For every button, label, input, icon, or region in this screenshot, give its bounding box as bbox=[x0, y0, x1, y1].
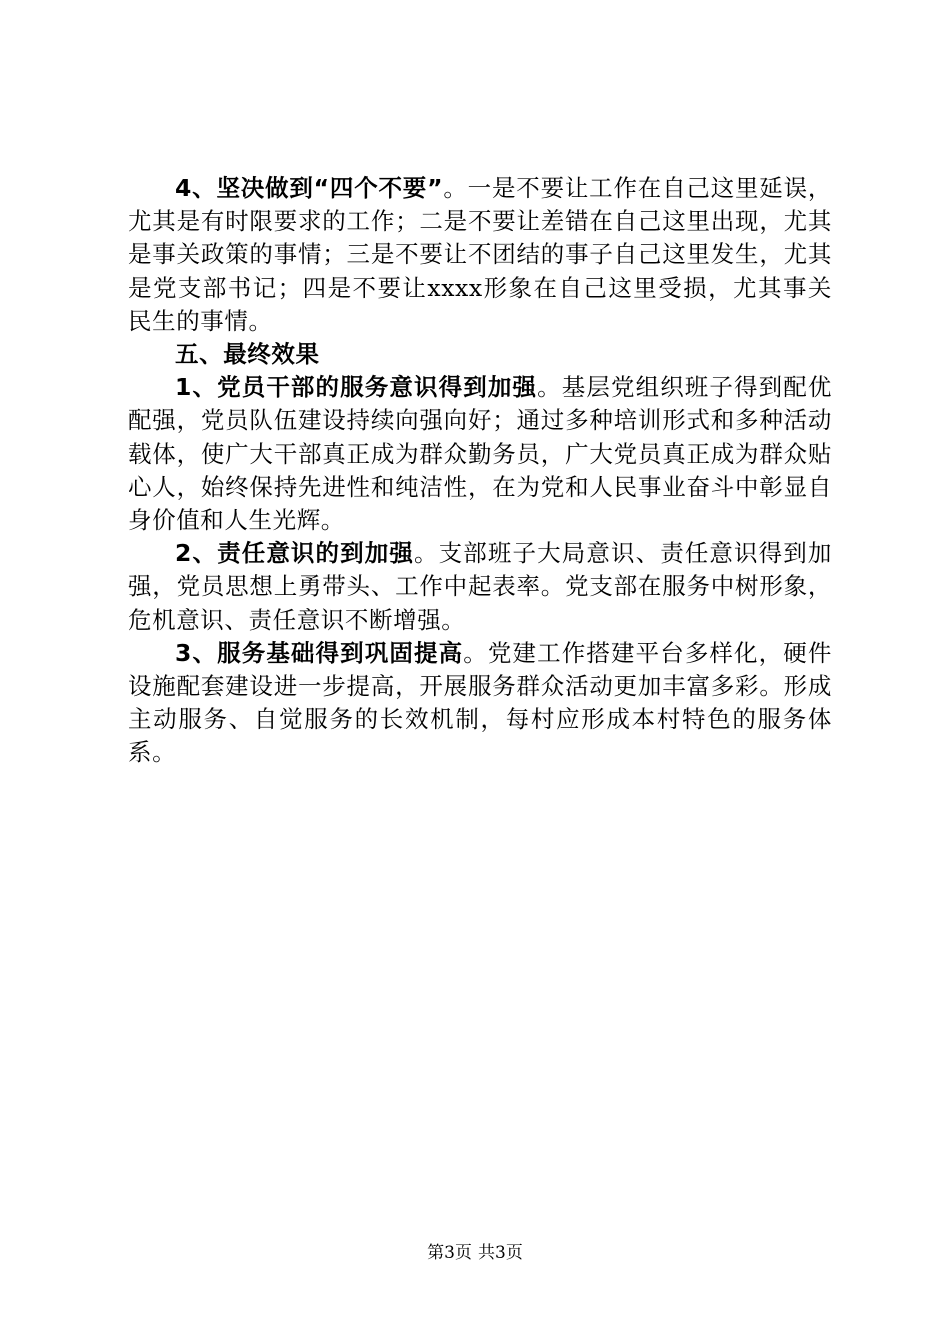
paragraph-lead: 2、责任意识的到加强 bbox=[175, 539, 415, 568]
paragraph-lead: 3、服务基础得到巩固提高 bbox=[175, 638, 464, 667]
paragraph-text: 。一是不要让工作在自己这里延误，尤其是有时限要求的工作；二是不要让差错在自己这里出现，尤其是事关政策的事情；三是不要让不团结的事子自己这里发生，尤其是党支部书记；四是不要让xxxx形象在自己这里受损，尤其事关民生的事情。 bbox=[128, 174, 832, 335]
paragraph-lead: 4、坚决做到“四个不要” bbox=[175, 174, 444, 202]
paragraph-service-awareness bbox=[128, 371, 832, 537]
section-heading-final-effect: 五、最终效果 bbox=[175, 340, 320, 369]
paragraph-lead: 1、党员干部的服务意识得到加强 bbox=[175, 373, 538, 402]
paragraph-text: 。基层党组织班子得到配优配强，党员队伍建设持续向强向好；通过多种培训形式和多种活动载体，使广大干部真正成为群众勤务员，广大党员真正成为群众贴心人，始终保持先进性和纯洁性，在为党和人民事业奋斗中彰显自身价值和人生光辉。 bbox=[128, 373, 832, 535]
paragraph-text: 。支部班子大局意识、责任意识得到加强，党员思想上勇带头、工作中起表率。党支部在服务中树形象，危机意识、责任意识不断增强。 bbox=[128, 539, 832, 634]
paragraph-responsibility-awareness bbox=[128, 537, 832, 637]
paragraph-service-foundation bbox=[128, 637, 832, 770]
page-total: 共3页 bbox=[478, 1243, 523, 1263]
paragraph-four-not-wanted bbox=[128, 172, 832, 338]
page-footer bbox=[0, 1241, 950, 1265]
document-body bbox=[128, 172, 832, 770]
page-number: 第3页 bbox=[427, 1243, 472, 1263]
paragraph-text: 。党建工作搭建平台多样化，硬件设施配套建设进一步提高，开展服务群众活动更加丰富多彩。形成主动服务、自觉服务的长效机制，每村应形成本村特色的服务体系。 bbox=[128, 638, 833, 767]
